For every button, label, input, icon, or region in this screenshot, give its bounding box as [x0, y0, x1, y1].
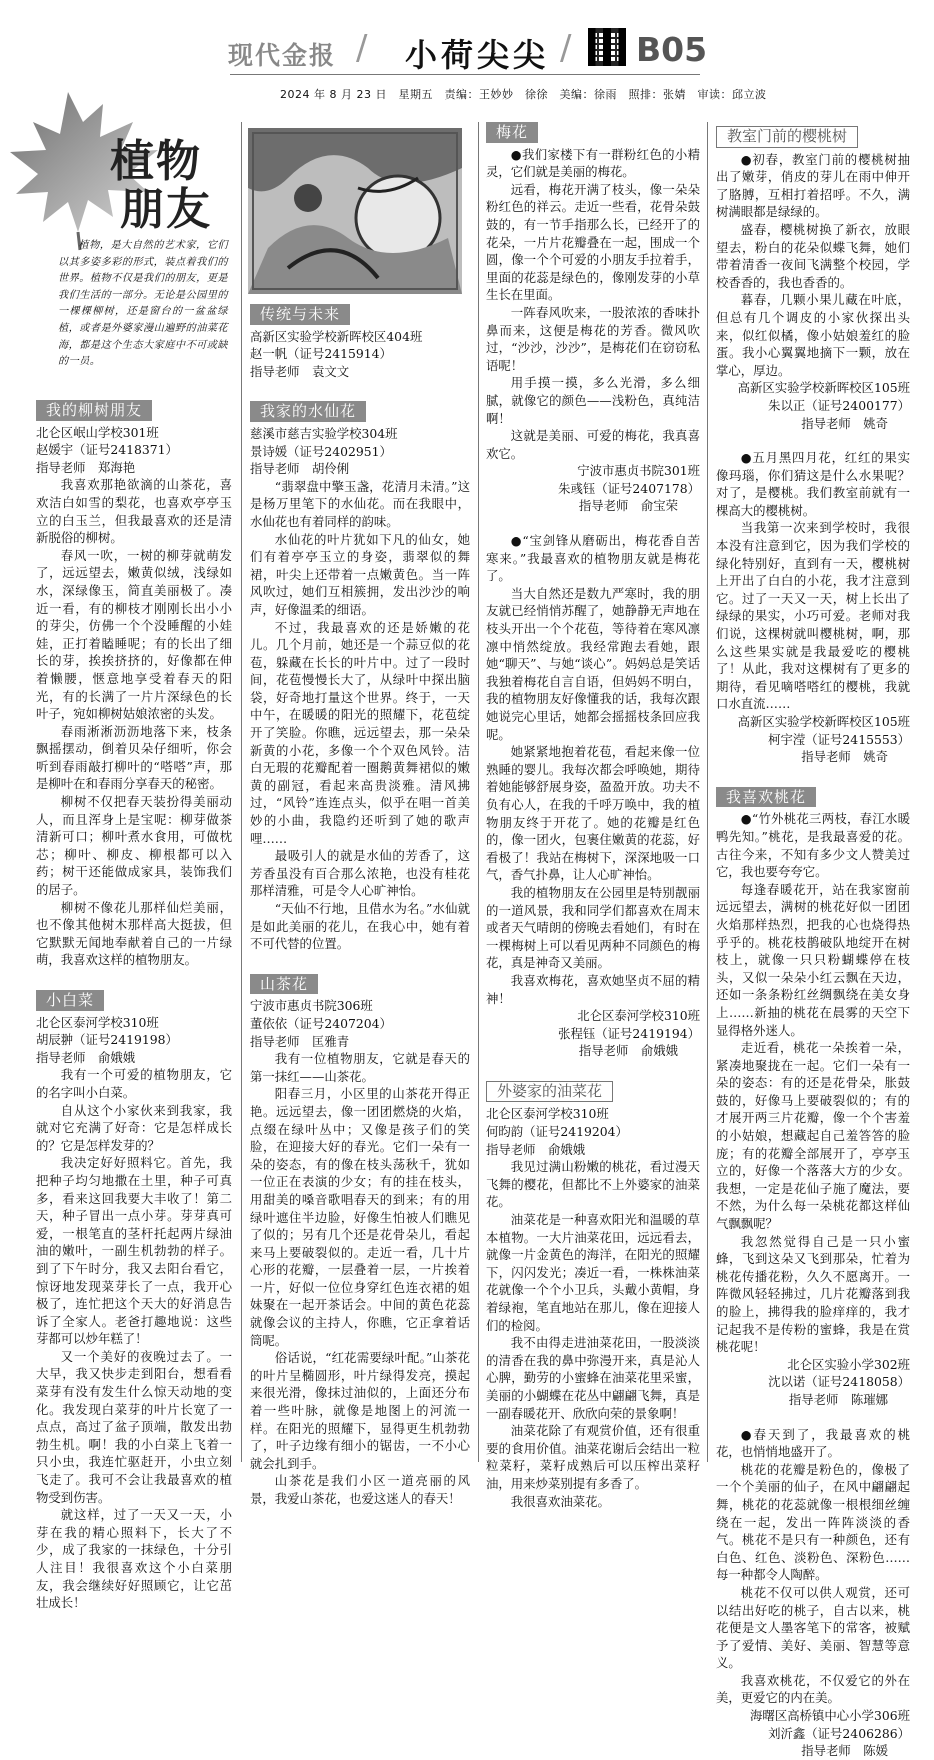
- article-title: 传统与未来: [250, 304, 350, 325]
- paragraph: ●我们家楼下有一群粉红色的小精灵，它们就是美丽的梅花。: [486, 146, 700, 180]
- paragraph: 油菜花除了有观赏价值，还有很重要的食用价值。油菜花谢后会结出一粒粒菜籽，菜籽成熟后可以压榨出菜籽油，用来炒菜别提有多香了。: [486, 1423, 700, 1491]
- masthead-divider: /: [560, 28, 572, 68]
- article-title: 外婆家的油菜花: [486, 1081, 613, 1103]
- column-4: [716, 122, 910, 1760]
- article-school: 慈溪市慈吉实验学校304班: [250, 425, 398, 441]
- article-school: 高新区实验学校新晖校区105班: [737, 380, 910, 396]
- article-title: 我的柳树朋友: [36, 400, 152, 421]
- student-artwork-image: [248, 128, 462, 294]
- paragraph: 我不由得走进油菜花田，一股淡淡的清香在我的鼻中弥漫开来，真是沁人心脾，勤劳的小蜜蜂在油菜花里采蜜，美丽的小蝴蝶在花丛中翩翩飞舞，真是一副春暖花开、欣欣向荣的景象啊！: [486, 1335, 700, 1421]
- intro-text: 植物，是大自然的艺术家，它们以其多姿多彩的形式，装点着我们的世界。植物不仅是我们的朋友，更是我们生活的一部分。无论是公园里的一棵棵柳树，还是窗台的一盆盆绿植，或者是外婆家漫山遍野的油菜花海，都是这个生态大家庭中不可或缺的一员。: [58, 240, 228, 368]
- article-author: 何昀韵（证号2419204）: [486, 1124, 628, 1140]
- paragraph: 我有一位植物朋友，它就是春天的第一抹红——山茶花。: [250, 1051, 470, 1084]
- article-teacher: 指导老师 陈媛: [801, 1743, 888, 1759]
- paragraph: 我见过满山粉嫩的桃花，看过漫天飞舞的樱花，但都比不上外婆家的油菜花。: [486, 1159, 700, 1210]
- article-title: 我家的水仙花: [250, 401, 366, 422]
- qr-code-icon: [588, 28, 626, 66]
- feature-title: [110, 138, 212, 234]
- article-teacher: 指导老师 俞娥娥: [578, 1043, 678, 1059]
- paragraph: 春雨淅淅沥沥地落下来，枝条飘摇摆动，倒着贝朵仔细听，你会听到春雨敲打柳叶的“嗒嗒”声，那是柳叶在和春雨分享春天的秘密。: [36, 723, 232, 792]
- feature-title-line1: 植物: [110, 136, 202, 187]
- article-author: 张程钰（证号2419194）: [558, 1025, 700, 1041]
- article-author: 柯宇滢（证号2415553）: [768, 731, 910, 747]
- column-2: [250, 300, 470, 1508]
- column-divider: [478, 122, 479, 1462]
- article-teacher: 指导老师 胡伶俐: [250, 461, 350, 477]
- paragraph: 山茶花是我们小区一道亮丽的风景，我爱山茶花，也爱这迷人的春天！: [250, 1473, 470, 1506]
- article-school: 宁波市惠贞书院301班: [577, 463, 700, 479]
- paragraph: 桃花的花瓣是粉色的，像极了一个个美丽的仙子，在风中翩翩起舞，桃花的花蕊就像一根根细丝缠绕在一起，发出一阵阵淡淡的香气。桃花不是只有一种颜色，还有白色、红色、淡粉色、深粉色……每一种都令人陶醉。: [716, 1461, 910, 1583]
- paragraph: 盛春，樱桃树换了新衣，放眼望去，粉白的花朵似蝶飞舞，她们带着清香一夜间飞满整个校园，学校香香的，我也香香的。: [716, 221, 910, 290]
- article-author: 朱彧钰（证号2407178）: [558, 480, 700, 496]
- article-school: 北仑区岷山学校301班: [36, 424, 159, 440]
- paragraph: ●“宝剑锋从磨砺出，梅花香自苦寒来。”我最喜欢的植物朋友就是梅花了。: [486, 533, 700, 584]
- article-author: 赵媛宇（证号2418371）: [36, 442, 178, 458]
- paragraph: 柳树不像花儿那样仙烂美丽，也不像其他树木那样高大挺拔，但它默默无闻地奉献着自己的一片绿萌，我喜欢这样的植物朋友。: [36, 899, 232, 968]
- paragraph: 每逢春暖花开，站在我家窗前远远望去，满树的桃花好似一团团火焰那样热烈，把我的心也烧得热乎乎的。桃花枝鹊破队地绽开在树枝上，就像一只只粉蝴蝶停在枝头，又似一朵朵小红云飘在天边，还如一条条粉红丝绸飘绕在美女身上……新抽的桃花在晨雾的天空下显得格外迷人。: [716, 881, 910, 1038]
- article-teacher: 指导老师 袁文文: [250, 363, 350, 379]
- column-3: [486, 118, 700, 1510]
- column-1: [36, 396, 232, 1612]
- paragraph: 最吸引人的就是水仙的芳香了，这芳香虽没有百合那么浓艳，也没有桂花那样清雅，可是令人心旷神怡。: [250, 848, 470, 899]
- masthead-divider: /: [356, 28, 368, 68]
- feature-intro: [58, 238, 228, 371]
- column-divider: [707, 122, 708, 1462]
- paragraph: 水仙花的叶片犹如下凡的仙女，她们有着亭亭玉立的身姿，翡翠似的舞裙，叶尖上还带着一点嫩黄色。当一阵风吹过，她们互相簇拥，发出沙沙的响声，好像温柔的细语。: [250, 531, 470, 617]
- article-teacher: 指导老师 俞宝荣: [578, 498, 678, 514]
- article-author: 赵一帆（证号2415914）: [250, 346, 392, 362]
- newspaper-name: 现代金报: [228, 41, 337, 70]
- paragraph: 俗话说，“红花需要绿叶配。”山茶花的叶片呈椭圆形，叶片绿得发亮，摸起来很光滑，像抹过油似的，上面还分布着一些叶脉，就像是地图上的河流一样。在阳光的照耀下，显得更生机勃勃了，叶子边缘有细小的锯齿，一不小心就会扎到手。: [250, 1350, 470, 1471]
- paragraph: 春风一吹，一树的柳芽就萌发了，远远望去，嫩黄似绒，浅绿如水，深绿像玉，简直美丽极了。凑近一看，有的柳枝才刚刚长出小小的芽尖，仿佛一个个没睡醒的小娃娃，正打着瞌睡呢；有的长出了细长的芽，挨挨挤挤的，好像都在伸着懒腰，惬意地享受着春天的阳光，有的长满了一片片深绿色的长叶子，宛如柳树姑娘浓密的头发。: [36, 547, 232, 722]
- article-school: 北仑区实验小学302班: [787, 1356, 910, 1372]
- article-title: 小白菜: [36, 990, 104, 1011]
- article-school: 北仑区泰河学校310班: [486, 1106, 609, 1122]
- paragraph: ●初春，教室门前的樱桃树抽出了嫩芽，俏皮的芽儿在雨中伸开了胳膊，互相打着招呼。不久，满树满眼都是绿绿的。: [716, 151, 910, 220]
- article-title: 我喜欢桃花: [716, 787, 816, 808]
- article-title: 山茶花: [250, 974, 318, 995]
- article-teacher: 指导老师 郑海艳: [36, 459, 136, 475]
- paragraph: 她紧紧地抱着花苞，看起来像一位熟睡的婴儿。我每次都会呼唤她，期待着她能够舒展身姿，盈盈开放。功夫不负有心人，在我的千呼万唤中，我的植物朋友终于开花了。她的花瓣是红色的，像一团火，包裹住嫩黄的花蕊，好看极了！我站在梅树下，深深地吸一口气，香气扑鼻，让人心旷神怡。: [486, 744, 700, 883]
- section-title: 小荷尖尖: [405, 36, 550, 74]
- article-school: 高新区实验学校新晖校区404班: [250, 328, 423, 344]
- paragraph: 远看，梅花开满了枝头，像一朵朵粉红色的祥云。走近一些看，花骨朵鼓鼓的，有一节手指那么长，已经开了的花朵，一片片花瓣叠在一起，围成一个圆，像一个个可爱的小朋友手拉着手，里面的花蕊是绿色的，像刚发芽的小草生长在里面。: [486, 181, 700, 303]
- paragraph: 就这样，过了一天又一天，小芽在我的精心照料下，长大了不少，成了我家的一抹绿色，十分引人注目！我很喜欢这个小白菜朋友，我会继续好好照顾它，让它茁壮成长！: [36, 1507, 232, 1611]
- paragraph: 我忽然觉得自己是一只小蜜蜂，飞到这朵又飞到那朵，忙着为桃花传播花粉，久久不愿离开。一阵微风轻轻拂过，几片花瓣落到我的脸上，拂得我的脸痒痒的，我才记起我不是传粉的蜜蜂，我是在赏桃花呢！: [716, 1233, 910, 1355]
- article-teacher: 指导老师 姚奇: [801, 415, 888, 431]
- article-teacher: 指导老师 姚奇: [801, 749, 888, 765]
- paragraph: 暮春，几颗小果儿藏在叶底，但总有几个调皮的小家伙探出头来，似红似橘，像小姑娘羞红的脸蛋。我小心翼翼地摘下一颗，放在掌心，厚边。: [716, 292, 910, 378]
- date-credits-line: 2024 年 8 月 23 日 星期五 责编：王妙妙 徐徐 美编：徐雨 照排：张婧 审读：邱立波: [280, 88, 767, 101]
- paragraph: 我喜欢桃花，不仅爱它的外在美，更爱它的内在美。: [716, 1672, 910, 1706]
- paragraph: 油菜花是一种喜欢阳光和温暖的草本植物。一大片油菜花田，远远看去，就像一片金黄色的海洋，在阳光的照耀下，闪闪发光；凑近一看，一株株油菜花就像一个个小卫兵，头戴小黄帽，身着绿袍，笔直地站在那儿，像在迎接人们的检阅。: [486, 1212, 700, 1333]
- paragraph: 我决定好好照料它。首先，我把种子均匀地撒在土里，种子可真多，看来这回我要大丰收了！第二天，种子冒出一点小芽。芽芽真可爱，一根笔直的茎杆托起两片绿油油的嫩叶，一副生机勃勃的样子。到了下午时分，我又去阳台看它，惊讶地发现菜芽长了一点，我开心极了，连忙把这个天大的好消息告诉了全家人。老爸打趣地说：这些芽都可以炒年糕了！: [36, 1155, 232, 1347]
- paragraph: 我喜欢梅花，喜欢她坚贞不屈的精神！: [486, 972, 700, 1006]
- paragraph: 不过，我最喜欢的还是娇嫩的花儿。几个月前，她还是一个蒜豆似的花苞，躲藏在长长的叶片中。过了一段时间，花苞慢慢长大了，从绿叶中探出脑袋，好奇地打量这个世界。终于，一天中午，在暖暖的阳光的照耀下，花苞绽开了笑脸。你瞧，远远望去，那一朵朵新黄的小花，多像一个个双色风铃。洁白无瑕的花瓣配着一圈鹅黄舞裙似的嫩黄的副冠，看起来高贵淡雅。清风拂过，“风铃”连连点头，似乎在唱一首美妙的小曲，我隐约还听到了她的歌声哩……: [250, 619, 470, 846]
- article-school: 北仑区泰河学校310班: [577, 1008, 700, 1024]
- paragraph: 自从这个小家伙来到我家，我就对它充满了好奇：它是怎样成长的？它是怎样发芽的？: [36, 1102, 232, 1153]
- feature-title-line2: 朋友: [120, 184, 212, 235]
- article-author: 景诗媛（证号2402951）: [250, 443, 392, 459]
- article-author: 沈以诺（证号2418058）: [768, 1374, 910, 1390]
- article-school: 北仑区泰河学校310班: [36, 1014, 159, 1030]
- article-title: 教室门前的樱桃树: [716, 126, 858, 148]
- masthead-rule: [230, 74, 700, 75]
- article-teacher: 指导老师 俞娥娥: [486, 1141, 586, 1157]
- article-title: 梅花: [486, 122, 538, 143]
- article-teacher: 指导老师 俞娥娥: [36, 1049, 136, 1065]
- paragraph: “天仙不行地，且借水为名。”水仙就是如此美丽的花儿，在我心中，她有着不可代替的位置。: [250, 901, 470, 952]
- paragraph: 我喜欢那艳欲滴的山茶花，喜欢洁白如雪的梨花，也喜欢亭亭玉立的白玉兰，但我最喜欢的还是清新脱俗的柳树。: [36, 477, 232, 546]
- paragraph: ●五月黑四月花，红红的果实像玛瑙，你们猜这是什么水果呢？对了，是樱桃。我们教室前就有一棵高大的樱桃树。: [716, 450, 910, 518]
- paragraph: 又一个美好的夜晚过去了。一大早，我又快步走到阳台，想看看菜芽有没有发生什么惊天动地的变化。我发现白菜芽的叶片长宽了一点点，高过了盆子顶端，散发出勃勃生机。啊！我的小白菜上飞着一只小虫，我连忙驱赶开，小虫立刻飞走了。我可不会让我最喜欢的植物受到伤害。: [36, 1348, 232, 1505]
- paragraph: 一阵春风吹来，一股浓浓的香味扑鼻而来，这便是梅花的芳香。微风吹过，“沙沙，沙沙”，是梅花们在窃窃私语呢！: [486, 304, 700, 373]
- article-school: 海曙区高桥镇中心小学306班: [750, 1708, 910, 1724]
- paragraph: 我有一个可爱的植物朋友，它的名字叫小白菜。: [36, 1067, 232, 1100]
- article-author: 董依依（证号2407204）: [250, 1015, 392, 1031]
- paragraph: 桃花不仅可以供人观赏，还可以结出好吃的桃子，自古以来，桃花便是文人墨客笔下的常客，被赋予了爱情、美好、美丽、智慧等意义。: [716, 1584, 910, 1671]
- article-author: 胡辰翀（证号2419198）: [36, 1032, 178, 1048]
- article-author: 刘沂鑫（证号2406286）: [768, 1725, 910, 1741]
- paragraph: 阳春三月，小区里的山茶花开得正艳。远远望去，像一团团燃烧的火焰，点缀在绿叶丛中；又像是孩子们的笑脸，在迎接大好的春光。它们一朵有一朵的姿态，有的像在枝头荡秋千，犹如一位正在表演的少女；有的挂在枝头，用甜美的嗓音歌唱春天的到来；有的用绿叶遮住半边脸，好像生怕被人们瞧见了似的；另有几个还是花骨朵儿，看起来马上要破裂似的。走近一看，几十片心形的花瓣，一层叠着一层，一片挨着一片，好似一位位身穿红色连衣裙的姐妹聚在一起开茶话会。中间的黄色花蕊就像会议的主持人，你瞧，它正拿着话筒呢。: [250, 1086, 470, 1348]
- paragraph: 这就是美丽、可爱的梅花，我真喜欢它。: [486, 428, 700, 461]
- article-teacher: 指导老师 匡雅青: [250, 1033, 350, 1049]
- paragraph: 柳树不仅把春天装扮得美丽动人，而且浑身上是宝呢：柳芽做茶清新可口；柳叶煮水食用，可做枕芯；柳叶、柳皮、柳根都可以入药；树干还能做成家具，装饰我们的居子。: [36, 794, 232, 898]
- article-school: 宁波市惠贞书院306班: [250, 998, 373, 1014]
- paragraph: 当我第一次来到学校时，我很本没有注意到它，因为我们学校的绿化特别好，直到有一天，樱桃树上开出了白白的小花，我才注意到它。过了一天又一天，树上长出了绿绿的果实，小巧可爱。老师对我们说，这棵树就叫樱桃树，啊，那么这些果实就是我最爱吃的樱桃了！从此，我对这棵树有了更多的期待，看见嘀嗒嗒红的樱桃，我就口水直流……: [716, 520, 910, 712]
- paragraph: 走近看，桃花一朵挨着一朵，紧凑地聚拢在一起。它们一朵有一朵的姿态：有的还是花骨朵，胀鼓鼓的，好像马上要破裂似的；有的才展开两三片花瓣，像一个个害羞的小姑娘，想藏起自己羞答答的脸庞；有的花瓣全部展开了，亭亭玉立的，好像一个落落大方的少女。我想，一定是花仙子施了魔法，要不然，为什么每一朵桃花都这样仙气飘飘呢？: [716, 1040, 910, 1232]
- paragraph: ●春天到了，我最喜欢的桃花，也悄悄地盛开了。: [716, 1426, 910, 1460]
- paragraph: 当大自然还是数九严寒时，我的朋友就已经悄悄苏醒了，她静静无声地在枝头开出一个个花苞，等待着在寒风凛凛中悄然绽放。我经常跑去看她，跟她“聊天”、与她“谈心”。妈妈总是笑话我独着梅花自言自语，但妈妈不明白，我的植物朋友好像懂我的话，我每次跟她说完心里话，她都会摇摇枝条回应我呢。: [486, 585, 700, 742]
- paragraph: ●“竹外桃花三两枝，春江水暖鸭先知。”桃花，是我最喜爱的花。古往今来，不知有多少文人赞美过它，我也要夸夸它。: [716, 811, 910, 880]
- paragraph: 用手摸一摸，多么光滑，多么细腻，就像它的颜色——浅粉色，真纯洁啊！: [486, 375, 700, 426]
- article-teacher: 指导老师 陈璀娜: [788, 1391, 888, 1407]
- column-divider: [241, 122, 242, 1462]
- paragraph: 我很喜欢油菜花。: [510, 1493, 610, 1509]
- paragraph: 我的植物朋友在公园里是特别靓丽的一道风景，我和同学们都喜欢在周末或者天气晴朗的傍晚去看她们，有时在一棵梅树上可以看见两种不同颜色的梅花，真是神奇又美丽。: [486, 884, 700, 971]
- page-number: B05: [636, 30, 708, 69]
- article-school: 高新区实验学校新晖校区105班: [737, 714, 910, 729]
- paragraph: “翡翠盘中擎玉盏，花清月未清。”这是杨万里笔下的水仙花。而在我眼中，水仙花也有着同样的韵味。: [250, 478, 470, 529]
- article-author: 朱以正（证号2400177）: [768, 397, 910, 413]
